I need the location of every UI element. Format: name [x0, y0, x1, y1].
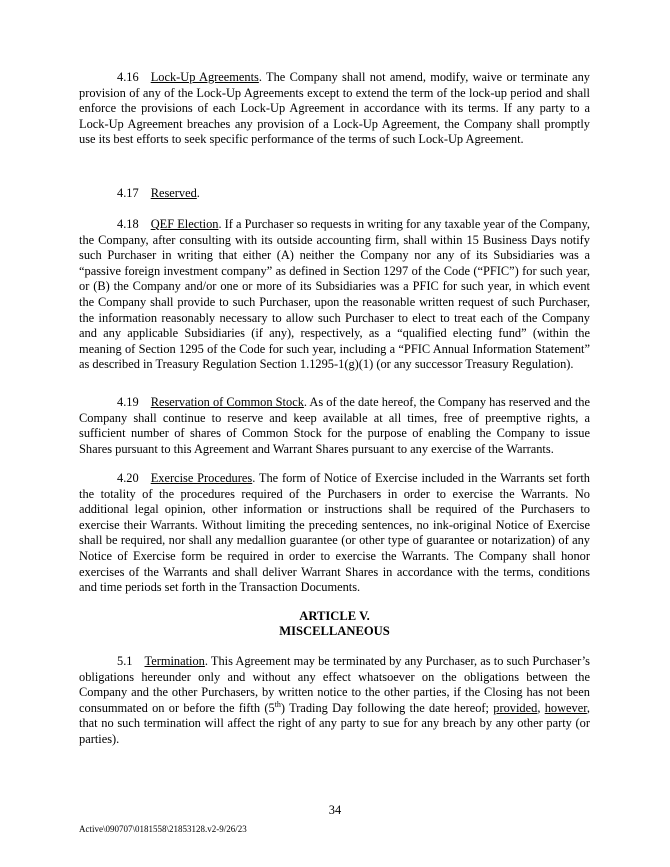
section-text: . If a Purchaser so requests in writing for any taxable year of the Company, the Company, after consulting with its outside accounting firm, shall within 15 Business Days notify such Purchaser in writing that either (A) neither the Company nor any of its Subsidiaries was a “passive foreign investment company” as defined in Section 1297 of the Code (“PFIC”) for such year, or (B) the Company and/or one or more of its Subsidiaries was a PFIC for such year, in which event the Company shall provide to such Purchaser, upon the reasonable written request of such Purchaser, the information reasonably necessary to allow such Purchaser to elect to treat each of the Company and any applicable Subsidiaries (if any), respectively, as a “qualified electing fund” (within the meaning of Section 1295 of the Code for such year, including a “PFIC Annual Information Statement” as described in Treasury Regulation Section 1.1295-1(g)(1) (or any successor Treasury Regulation).: [79, 217, 590, 372]
section-heading: Reserved: [150, 186, 197, 200]
section-heading: Termination: [144, 654, 205, 668]
section-number: 4.16: [117, 70, 139, 84]
section-text: . This Agreement may be terminated by any Purchaser, as to such Purchaser’s obligations hereunder only and without any effect whatsoever on the obligations between the Company and the other Purchasers, by written notice to the other parties, if the Closing has not been consummated on or before the fifth (5: [79, 654, 590, 715]
comma: ,: [537, 700, 545, 715]
article-number: ARTICLE V.: [299, 609, 370, 623]
section-4-18: [79, 217, 590, 373]
article-title: MISCELLANEOUS: [279, 624, 390, 638]
section-text: . The form of Notice of Exercise included in the Warrants set forth the totality of the procedures required of the Purchasers in order to exercise the Warrants. No additional legal opinion, other information or instructions shall be required of the Purchasers to exercise their Warrants. Without limiting the preceding sentences, no ink-original Notice of Exercise shall be required, nor shall any medallion guarantee (or other type of guarantee or notarization) of any Notice of Exercise form be required in order to exercise the Warrants. The Company shall honor exercises of the Warrants and shall deliver Warrant Shares in accordance with the terms, conditions and time periods set forth in the Transaction Documents.: [79, 471, 590, 595]
section-heading: Lock-Up Agreements: [150, 70, 259, 84]
section-number: 4.20: [117, 471, 139, 485]
section-number: 4.17: [117, 186, 139, 200]
section-4-16: [79, 70, 590, 148]
page-number: 34: [328, 803, 342, 817]
however-term: however: [544, 700, 587, 715]
section-4-20: [79, 471, 590, 596]
provided-term: provided: [493, 700, 538, 715]
section-text: ) Trading Day following the date hereof;: [280, 700, 494, 715]
section-text: .: [196, 186, 200, 200]
section-text: , that no such termination will affect the right of any party to sue for any breach by any other party (or parties).: [79, 700, 590, 746]
superscript: th: [274, 699, 281, 709]
section-4-17: [79, 186, 590, 202]
section-heading: QEF Election: [150, 217, 219, 231]
section-number: 4.19: [117, 395, 139, 409]
section-text: . The Company shall not amend, modify, waive or terminate any provision of any of the Lock-Up Agreements except to extend the term of the lock-up period and shall enforce the provisions of each Lock-Up Agreement in accordance with its terms. If any party to a Lock-Up Agreement breaches any provision of a Lock-Up Agreement, the Company shall promptly use its best efforts to seek specific performance of the terms of such Lock-Up Agreement.: [79, 70, 590, 147]
section-text: . As of the date hereof, the Company has reserved and the Company shall continue to reserve and keep available at all times, free of preemptive rights, a sufficient number of shares of Common Stock for the purpose of enabling the Company to issue Shares pursuant to this Agreement and Warrant Shares pursuant to any exercise of the Warrants.: [79, 395, 590, 456]
section-heading: Reservation of Common Stock: [150, 395, 304, 409]
section-number: 5.1: [117, 654, 133, 668]
document-footer: Active\090707\0181558\21853128.v2-9/26/23: [79, 824, 247, 834]
section-5-1: [79, 654, 590, 748]
section-4-19: [79, 395, 590, 457]
section-heading: Exercise Procedures: [150, 471, 253, 485]
section-number: 4.18: [117, 217, 139, 231]
